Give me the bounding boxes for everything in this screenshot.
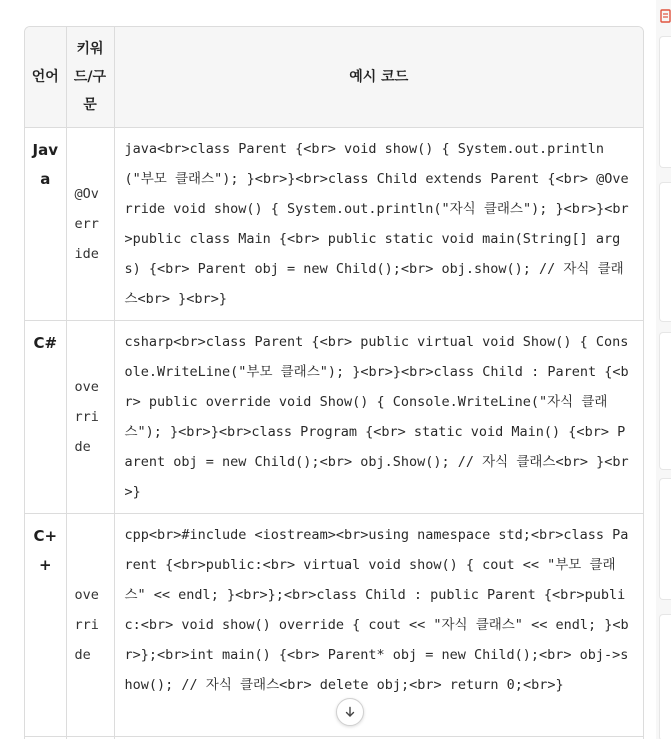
side-panel-card[interactable] (659, 614, 671, 739)
arrow-down-icon (344, 703, 356, 722)
cell-language: Java (25, 128, 66, 321)
cell-example-code: csharp<br>class Parent {<br> public virtual void Show() { Console.WriteLine("부모 클래스"); }<br>}<br>class Child : Parent {<br> public override void Show() { Console.WriteLine("자식 클래스"); }<br>}<br>class Program {<br> static void Main() {<br> Parent obj = new Child();<br> obj.Show(); // 자식 클래스<br> }<br>} (114, 321, 643, 514)
cell-keyword: override (66, 321, 114, 514)
cell-language: C# (25, 321, 66, 514)
side-panel-card[interactable] (659, 182, 671, 322)
header-language: 언어 (25, 27, 66, 128)
side-panel-card[interactable] (659, 36, 671, 168)
comparison-table (24, 26, 644, 739)
table-row (25, 321, 643, 514)
header-example-code: 예시 코드 (114, 27, 643, 128)
document-icon[interactable] (660, 8, 671, 22)
table-row (25, 514, 643, 737)
cell-example-code: java<br>class Parent {<br> void show() { System.out.println("부모 클래스"); }<br>}<br>class Child extends Parent {<br> @Override void show() { System.out.println("자식 클래스"); }<br>}<br>public class Main {<br> public static void main(String[] args) {<br> Parent obj = new Child();<br> obj.show(); // 자식 클래스<br> }<br>} (114, 128, 643, 321)
truncated-text-line (24, 0, 624, 6)
scroll-to-bottom-button[interactable] (336, 698, 364, 726)
side-panel-card[interactable] (659, 332, 671, 470)
cell-example-code: cpp<br>#include <iostream><br>using namespace std;<br>class Parent {<br>public:<br> virtual void show() { cout << "부모 클래스" << endl; }<br>};<br>class Child : public Parent {<br>public:<br> void show() override { cout << "자식 클래스" << endl; }<br>};<br>int main() {<br> Parent* obj = new Child();<br> obj->show(); // 자식 클래스<br> delete obj;<br> return 0;<br>} (114, 514, 643, 737)
override-table (25, 27, 643, 739)
cell-language: C++ (25, 514, 66, 737)
side-panel-card[interactable] (659, 478, 671, 600)
header-keyword: 키워드/구문 (66, 27, 114, 128)
cell-keyword: override (66, 514, 114, 737)
table-header-row (25, 27, 643, 128)
cell-keyword: @Override (66, 128, 114, 321)
table-row (25, 128, 643, 321)
